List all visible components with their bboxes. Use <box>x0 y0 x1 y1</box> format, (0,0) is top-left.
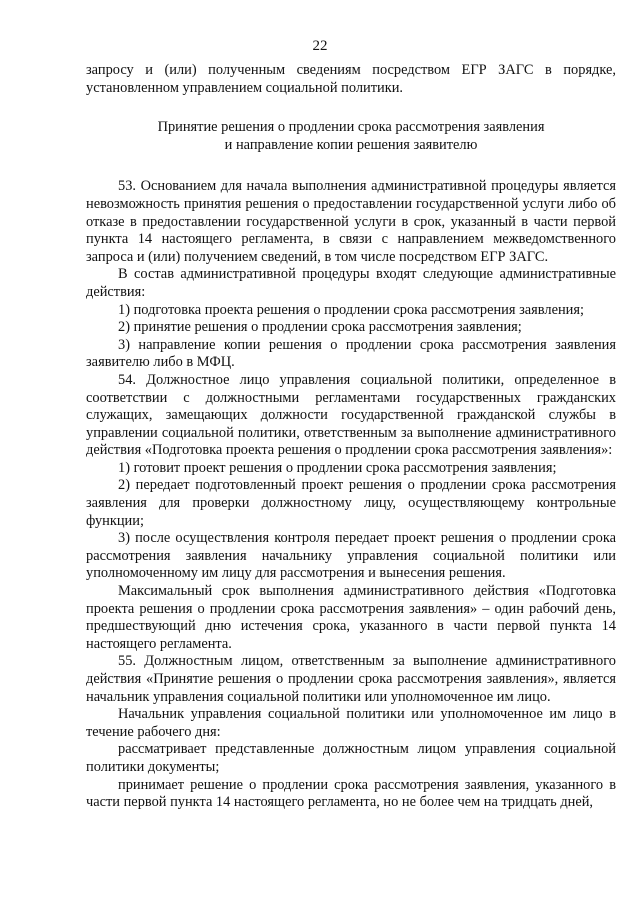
list-item-2: 2) принятие решения о продлении срока рассмотрения заявления; <box>118 319 522 336</box>
section-heading-line-1: Принятие решения о продлении срока рассмотрения заявления <box>157 119 545 136</box>
paragraph-head-actions: Начальник управления социальной политики или уполномоченное им лицо в течение рабочего дня: <box>86 706 616 740</box>
section-heading-line-2: и направление копии решения заявителю <box>224 136 478 153</box>
paragraph-max-term: Максимальный срок выполнения административного действия «Подготовка проекта решения о продлении срока рассмотрения заявления» – один рабочий день, предшествующий дню истечения срока, указанного в части первой пункта 14 настоящего регламента. <box>86 583 616 652</box>
intro-paragraph: запросу и (или) полученным сведениям посредством ЕГР ЗАГС в порядке, установленном управлением социальной политики. <box>86 62 616 96</box>
paragraph-55: 55. Должностным лицом, ответственным за выполнение административного действия «Принятие решения о продлении срока рассмотрения заявления», является начальник управления социальной политики или уполномоченное им лицо. <box>86 653 616 705</box>
list-item-1: 1) подготовка проекта решения о продлении срока рассмотрения заявления; <box>118 301 584 318</box>
document-body <box>86 62 616 812</box>
paragraph-admin-actions: В состав административной процедуры входят следующие административные действия: <box>86 266 616 300</box>
list-item-54-3: 3) после осуществления контроля передает проект решения о продлении срока рассмотрения заявления начальнику управления социальной политики или уполномоченному им лицу для рассмотрения и вынесения решения. <box>86 530 616 582</box>
list-item-54-2: 2) передает подготовленный проект решения о продлении срока рассмотрения заявления для проверки должностному лицу, осуществляющему контрольные функции; <box>86 477 616 529</box>
paragraph-makes-decision: принимает решение о продлении срока рассмотрения заявления, указанного в части первой пункта 14 настоящего регламента, но не более чем на тридцать дней, <box>86 776 616 811</box>
section-heading <box>86 119 616 154</box>
paragraph-reviews-documents: рассматривает представленные должностным лицом управления социальной политики документы; <box>86 741 616 775</box>
list-item-3: 3) направление копии решения о продлении срока рассмотрения заявления заявителю либо в МФЦ. <box>86 336 616 371</box>
paragraph-53: 53. Основанием для начала выполнения административной процедуры является невозможность принятия решения о предоставлении государственной услуги либо об отказе в предоставлении государственной услуги в срок, указанный в части первой пункта 14 настоящего регламента, в связи с направлением межведомственного запроса и (или) получением сведений, в том числе посредством ЕГР ЗАГС. <box>86 178 616 265</box>
paragraph-54: 54. Должностное лицо управления социальной политики, определенное в соответствии с должностными регламентами государственных гражданских служащих, замещающих должности государственной гражданской службы в управлении социальной политики, ответственным за выполнение административного действия «Подготовка проекта решения о продлении срока рассмотрения заявления»: <box>86 371 616 459</box>
list-item-54-1: 1) готовит проект решения о продлении срока рассмотрения заявления; <box>118 459 557 476</box>
page-number: 22 <box>312 38 328 54</box>
